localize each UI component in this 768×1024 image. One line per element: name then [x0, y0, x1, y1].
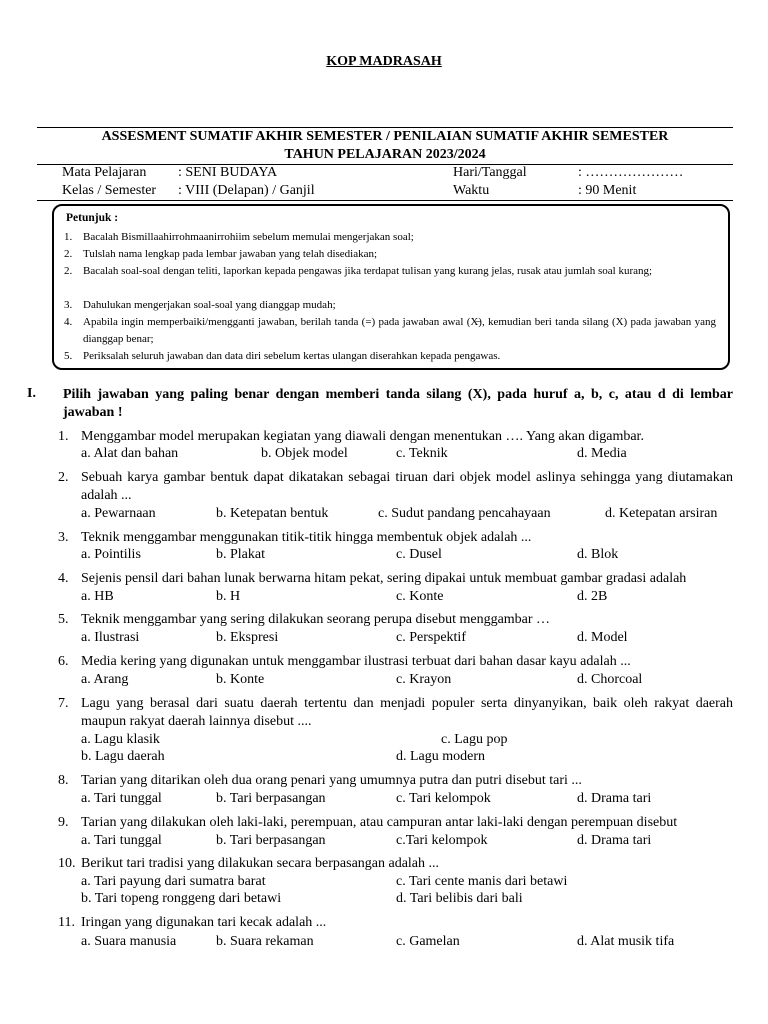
section-instruction: Pilih jawaban yang paling benar dengan memberi tanda silang (X), pada huruf a, b, c, atau d di lembar jawaban ! — [63, 387, 733, 420]
question — [58, 772, 733, 790]
question-text: Tarian yang dilakukan oleh laki-laki, perempuan, atau campuran antar laki-laki dengan perempuan disebut — [81, 815, 678, 830]
instruction-item — [64, 246, 716, 263]
question — [58, 570, 733, 588]
instruction-text: Apabila ingin memperbaiki/mengganti jawaban, berilah tanda (=) pada jawaban awal (X̶), kemudian beri tanda silang (X) pada jawaban yang dianggap benar; — [83, 316, 716, 345]
question — [58, 855, 733, 873]
question — [58, 529, 733, 547]
question-number: 10. — [58, 856, 76, 871]
option-b[interactable]: b. H — [216, 589, 241, 604]
option-c[interactable]: c. Perspektif — [396, 630, 466, 645]
exam-year: TAHUN PELAJARAN 2023/2024 — [284, 147, 486, 162]
option-d[interactable]: d. 2B — [577, 589, 608, 604]
question-text: Sejenis pensil dari bahan lunak berwarna hitam pekat, sering dipakai untuk membuat gambar gradasi adalah — [81, 571, 687, 586]
option-d[interactable]: d. Blok — [577, 547, 619, 562]
header-rule-bottom — [37, 200, 733, 201]
option-a[interactable]: a. Lagu klasik — [81, 732, 160, 747]
option-a[interactable]: a. Tari tunggal — [81, 833, 162, 848]
question — [58, 914, 733, 932]
option-c[interactable]: c. Gamelan — [396, 934, 460, 949]
instruction-num: 1. — [64, 231, 73, 243]
option-d[interactable]: d. Chorcoal — [577, 672, 643, 687]
question — [58, 611, 733, 629]
question-text: Teknik menggambar yang sering dilakukan seorang perupa disebut menggambar … — [81, 612, 551, 627]
option-d[interactable]: d. Drama tari — [577, 791, 652, 806]
instruction-num: 3. — [64, 299, 73, 311]
option-b[interactable]: b. Ketepatan bentuk — [216, 506, 329, 521]
instruction-text: Dahulukan mengerjakan soal-soal yang dianggap mudah; — [83, 299, 336, 311]
option-d[interactable]: d. Ketepatan arsiran — [605, 506, 718, 521]
question — [58, 653, 733, 671]
instruction-num: 4. — [64, 316, 73, 328]
option-d[interactable]: d. Drama tari — [577, 833, 652, 848]
question — [58, 814, 733, 832]
instruction-item — [64, 229, 716, 246]
option-a[interactable]: a. Pointilis — [81, 547, 141, 562]
question-number: 9. — [58, 815, 69, 830]
option-b[interactable]: b. Lagu daerah — [81, 749, 165, 764]
kop-madrasah: KOP MADRASAH — [326, 54, 442, 69]
question-text: Iringan yang digunakan tari kecak adalah ... — [81, 915, 327, 930]
question-number: 11. — [58, 915, 75, 930]
question-number: 7. — [58, 696, 69, 711]
instruction-text: Periksalah seluruh jawaban dan data diri sebelum kertas ulangan diserahkan kepada pengawas. — [83, 350, 501, 362]
question-text: Menggambar model merupakan kegiatan yang diawali dengan menentukan …. Yang akan digambar. — [81, 429, 644, 444]
option-c[interactable]: c. Sudut pandang pencahayaan — [378, 506, 551, 521]
option-d[interactable]: d. Lagu modern — [396, 749, 486, 764]
instruction-text: Bacalah soal-soal dengan teliti, laporkan kepada pengawas jika terdapat tulisan yang kurang jelas, rusak atau jumlah soal kurang; — [83, 265, 653, 277]
option-a[interactable]: a. Arang — [81, 672, 129, 687]
question-text: Berikut tari tradisi yang dilakukan secara berpasangan adalah ... — [81, 856, 440, 871]
question-number: 5. — [58, 612, 69, 627]
option-d[interactable]: d. Alat musik tifa — [577, 934, 675, 949]
option-a[interactable]: a. HB — [81, 589, 114, 604]
option-c[interactable]: c. Dusel — [396, 547, 442, 562]
section-number: I. — [27, 386, 36, 401]
option-b[interactable]: b. Konte — [216, 672, 265, 687]
option-d[interactable]: d. Tari belibis dari bali — [396, 891, 523, 906]
hari-label: Hari/Tanggal — [453, 165, 527, 180]
option-b[interactable]: b. Plakat — [216, 547, 265, 562]
question-number: 4. — [58, 571, 69, 586]
hari-value: : ………………… — [578, 165, 684, 180]
question-number: 3. — [58, 530, 69, 545]
instruction-text: Tulslah nama lengkap pada lembar jawaban yang telah disediakan; — [83, 248, 378, 260]
option-d[interactable]: d. Model — [577, 630, 628, 645]
question-text: Sebuah karya gambar bentuk dapat dikatakan sebagai tiruan dari objek model aslinya sehingga yang diutamakan adalah ... — [81, 470, 733, 503]
waktu-value: : 90 Menit — [578, 183, 637, 198]
question-number: 8. — [58, 773, 69, 788]
option-d[interactable]: d. Media — [577, 446, 627, 461]
option-a[interactable]: a. Suara manusia — [81, 934, 177, 949]
instruction-item — [64, 314, 716, 348]
instruction-num: 5. — [64, 350, 73, 362]
option-b[interactable]: b. Ekspresi — [216, 630, 279, 645]
question — [58, 469, 733, 505]
option-c[interactable]: c. Tari kelompok — [396, 791, 491, 806]
question-number: 2. — [58, 470, 69, 485]
kelas-value: : VIII (Delapan) / Ganjil — [178, 183, 315, 198]
waktu-label: Waktu — [453, 183, 490, 198]
option-a[interactable]: a. Alat dan bahan — [81, 446, 179, 461]
option-a[interactable]: a. Pewarnaan — [81, 506, 156, 521]
option-c[interactable]: c. Teknik — [396, 446, 448, 461]
instruction-text: Bacalah Bismillaahirrohmaanirrohiim sebelum memulai mengerjakan soal; — [83, 231, 414, 243]
option-b[interactable]: b. Objek model — [261, 446, 348, 461]
petunjuk-title: Petunjuk : — [66, 212, 119, 224]
option-b[interactable]: b. Tari berpasangan — [216, 833, 326, 848]
option-a[interactable]: a. Tari tunggal — [81, 791, 162, 806]
option-b[interactable]: b. Tari topeng ronggeng dari betawi — [81, 891, 282, 906]
exam-title: ASSESMENT SUMATIF AKHIR SEMESTER / PENILAIAN SUMATIF AKHIR SEMESTER — [101, 129, 669, 144]
instruction-num: 2. — [64, 265, 73, 277]
option-a[interactable]: a. Tari payung dari sumatra barat — [81, 874, 266, 889]
option-b[interactable]: b. Tari berpasangan — [216, 791, 326, 806]
option-c[interactable]: c. Lagu pop — [441, 732, 508, 747]
question-text: Tarian yang ditarikan oleh dua orang penari yang umumnya putra dan putri disebut tari ... — [81, 773, 582, 788]
instruction-item — [64, 297, 716, 314]
question-text: Media kering yang digunakan untuk menggambar ilustrasi terbuat dari bahan dasar kayu adalah ... — [81, 654, 631, 669]
question — [58, 695, 733, 731]
option-c[interactable]: c. Krayon — [396, 672, 452, 687]
option-c[interactable]: c. Konte — [396, 589, 444, 604]
mapel-label: Mata Pelajaran — [62, 165, 147, 180]
question-number: 1. — [58, 429, 69, 444]
question — [58, 428, 733, 446]
option-c[interactable]: c.Tari kelompok — [396, 833, 488, 848]
instruction-item — [64, 263, 716, 280]
instruction-num: 2. — [64, 248, 73, 260]
option-b[interactable]: b. Suara rekaman — [216, 934, 314, 949]
option-c[interactable]: c. Tari cente manis dari betawi — [396, 874, 568, 889]
kelas-label: Kelas / Semester — [62, 183, 157, 198]
question-text: Teknik menggambar menggunakan titik-titik hingga membentuk objek adalah ... — [81, 530, 532, 545]
question-number: 6. — [58, 654, 69, 669]
mapel-value: : SENI BUDAYA — [178, 165, 278, 180]
instruction-item — [64, 348, 716, 365]
option-a[interactable]: a. Ilustrasi — [81, 630, 140, 645]
question-text: Lagu yang berasal dari suatu daerah tertentu dan menjadi populer serta dinyanyikan, baik oleh rakyat daerah maupun rakyat daerah lainnya disebut .... — [81, 696, 733, 729]
